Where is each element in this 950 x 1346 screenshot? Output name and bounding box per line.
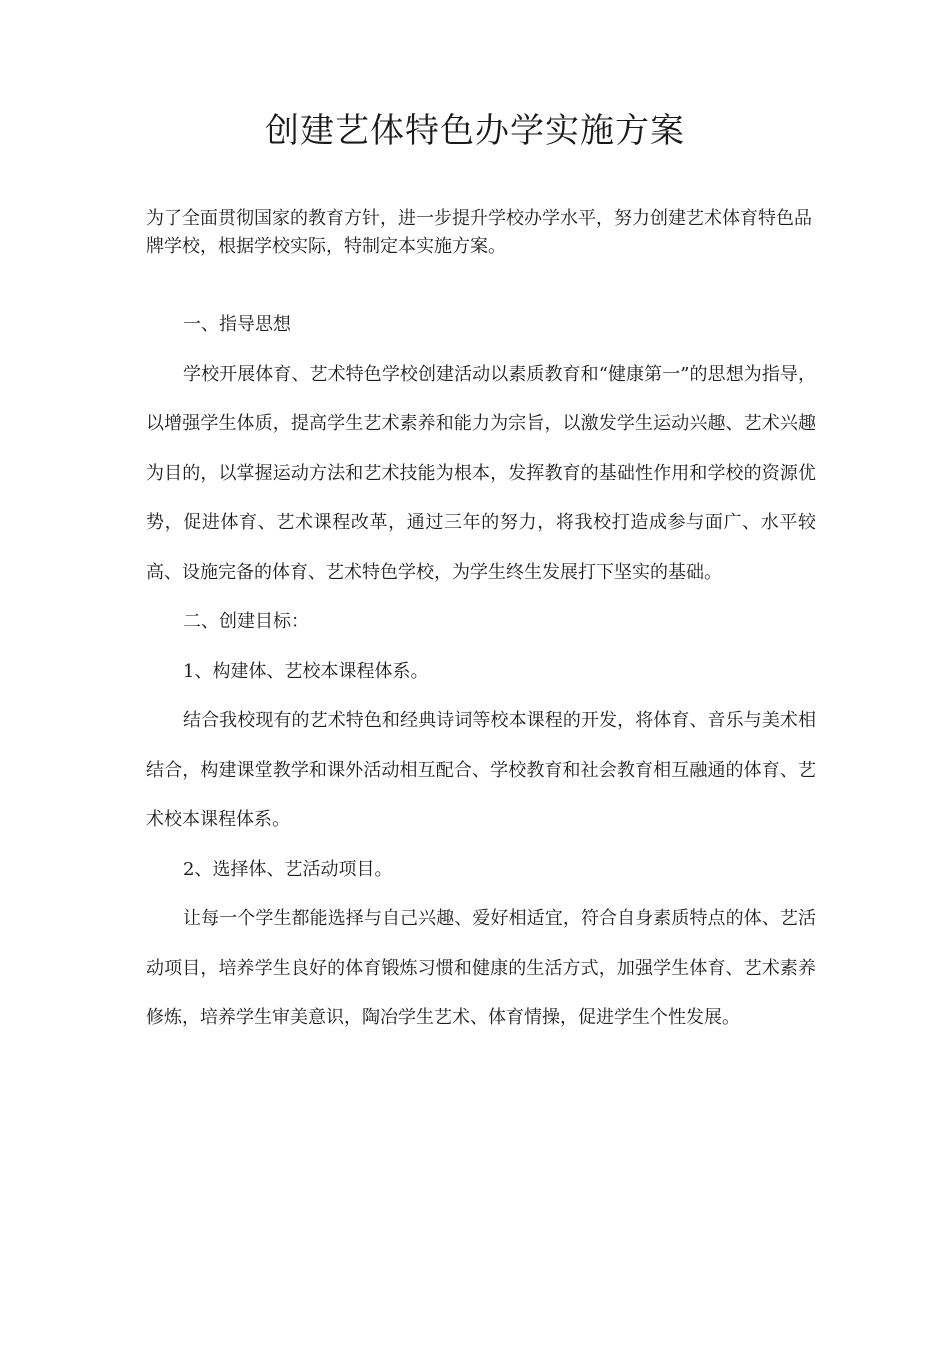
subheading-activity-projects: 2、选择体、艺活动项目。 bbox=[183, 858, 393, 880]
document-body bbox=[146, 300, 816, 1043]
paragraph-guiding-ideology: 学校开展体育、艺术特色学校创建活动以素质教育和“健康第一”的思想为指导，以增强学生体质，提高学生艺术素养和能力为宗旨，以激发学生运动兴趣、艺术兴趣为目的，以掌握运动方法和艺术技能为根本，发挥教育的基础性作用和学校的资源优势，促进体育、艺术课程改革，通过三年的努力，将我校打造成参与面广、水平较高、设施完备的体育、艺术特色学校，为学生终生发展打下坚实的基础。 bbox=[146, 363, 816, 583]
paragraph-curriculum-system: 结合我校现有的艺术特色和经典诗词等校本课程的开发，将体育、音乐与美术相结合，构建课堂教学和课外活动相互配合、学校教育和社会教育相互融通的体育、艺术校本课程体系。 bbox=[146, 710, 816, 830]
section-heading-guiding-ideology: 一、指导思想 bbox=[183, 314, 291, 335]
document-title: 创建艺体特色办学实施方案 bbox=[265, 111, 685, 151]
paragraph-activity-projects: 让每一个学生都能选择与自己兴趣、爱好相适宜，符合自身素质特点的体、艺活动项目，培养学生良好的体育锻炼习惯和健康的生活方式，加强学生体育、艺术素养修炼，培养学生审美意识，陶冶学生艺术、体育情操，促进学生个性发展。 bbox=[146, 908, 816, 1028]
section-heading-goals: 二、创建目标： bbox=[183, 611, 309, 632]
intro-paragraph: 为了全面贯彻国家的教育方针，进一步提升学校办学水平，努力创建艺术体育特色品牌学校，根据学校实际，特制定本实施方案。 bbox=[146, 208, 812, 257]
subheading-curriculum-system: 1、构建体、艺校本课程体系。 bbox=[183, 660, 429, 682]
